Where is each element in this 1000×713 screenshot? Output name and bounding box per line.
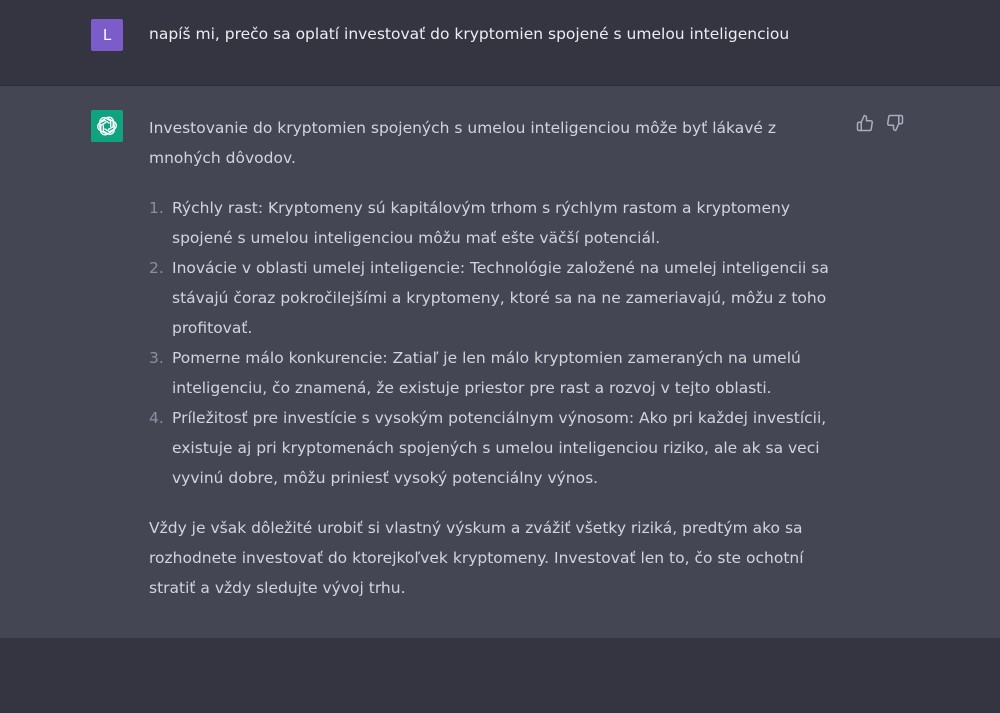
list-item <box>149 343 849 403</box>
list-item <box>149 253 849 343</box>
list-item-text: Inovácie v oblasti umelej inteligencie: Technológie založené na umelej inteligencii sa stávajú čoraz pokročilejšími a kryptomeny, ktoré sa na ne zameriavajú, môžu z toho profitovať. <box>172 259 829 337</box>
user-message-text: napíš mi, prečo sa oplatí investovať do kryptomien spojené s umelou inteligenciou <box>149 25 790 43</box>
thumbs-up-button[interactable] <box>856 114 876 134</box>
list-item-text: Rýchly rast: Kryptomeny sú kapitálovým trhom s rýchlym rastom a kryptomeny spojené s umelou inteligenciou môžu mať ešte väčší potenciál. <box>172 199 791 247</box>
bottom-area <box>0 638 1000 713</box>
thumbs-down-icon <box>886 114 904 132</box>
list-item-number: 1. <box>149 199 164 217</box>
user-avatar: L <box>91 19 123 51</box>
openai-logo-icon <box>96 115 118 137</box>
assistant-message-content <box>149 113 849 603</box>
assistant-intro-text: Investovanie do kryptomien spojených s umelou inteligenciou môže byť lákavé z mnohých dôvodov. <box>149 119 776 167</box>
user-message-row <box>0 0 1000 86</box>
thumbs-up-icon <box>856 114 874 132</box>
list-item <box>149 403 849 493</box>
list-item-number: 3. <box>149 349 164 367</box>
assistant-avatar <box>91 110 123 142</box>
list-item-number: 2. <box>149 259 164 277</box>
list-item-number: 4. <box>149 409 164 427</box>
thumbs-down-button[interactable] <box>886 114 906 134</box>
list-item-text: Príležitosť pre investície s vysokým potenciálnym výnosom: Ako pri každej investícii, existuje aj pri kryptomenách spojených s umelou inteligenciou riziko, ale ak sa veci vyvinú dobre, môžu priniesť vysoký potenciálny výnos. <box>172 409 827 487</box>
list-item-text: Pomerne málo konkurencie: Zatiaľ je len málo kryptomien zameraných na umelú inteligenciu, čo znamená, že existuje priestor pre rast a rozvoj v tejto oblasti. <box>172 349 801 397</box>
assistant-conclusion-text: Vždy je však dôležité urobiť si vlastný výskum a zvážiť všetky riziká, predtým ako sa rozhodnete investovať do ktorejkoľvek kryptomeny. Investovať len to, čo ste ochotní stratiť a vždy sledujte vývoj trhu. <box>149 519 804 597</box>
assistant-reasons-list <box>149 193 849 493</box>
list-item <box>149 193 849 253</box>
